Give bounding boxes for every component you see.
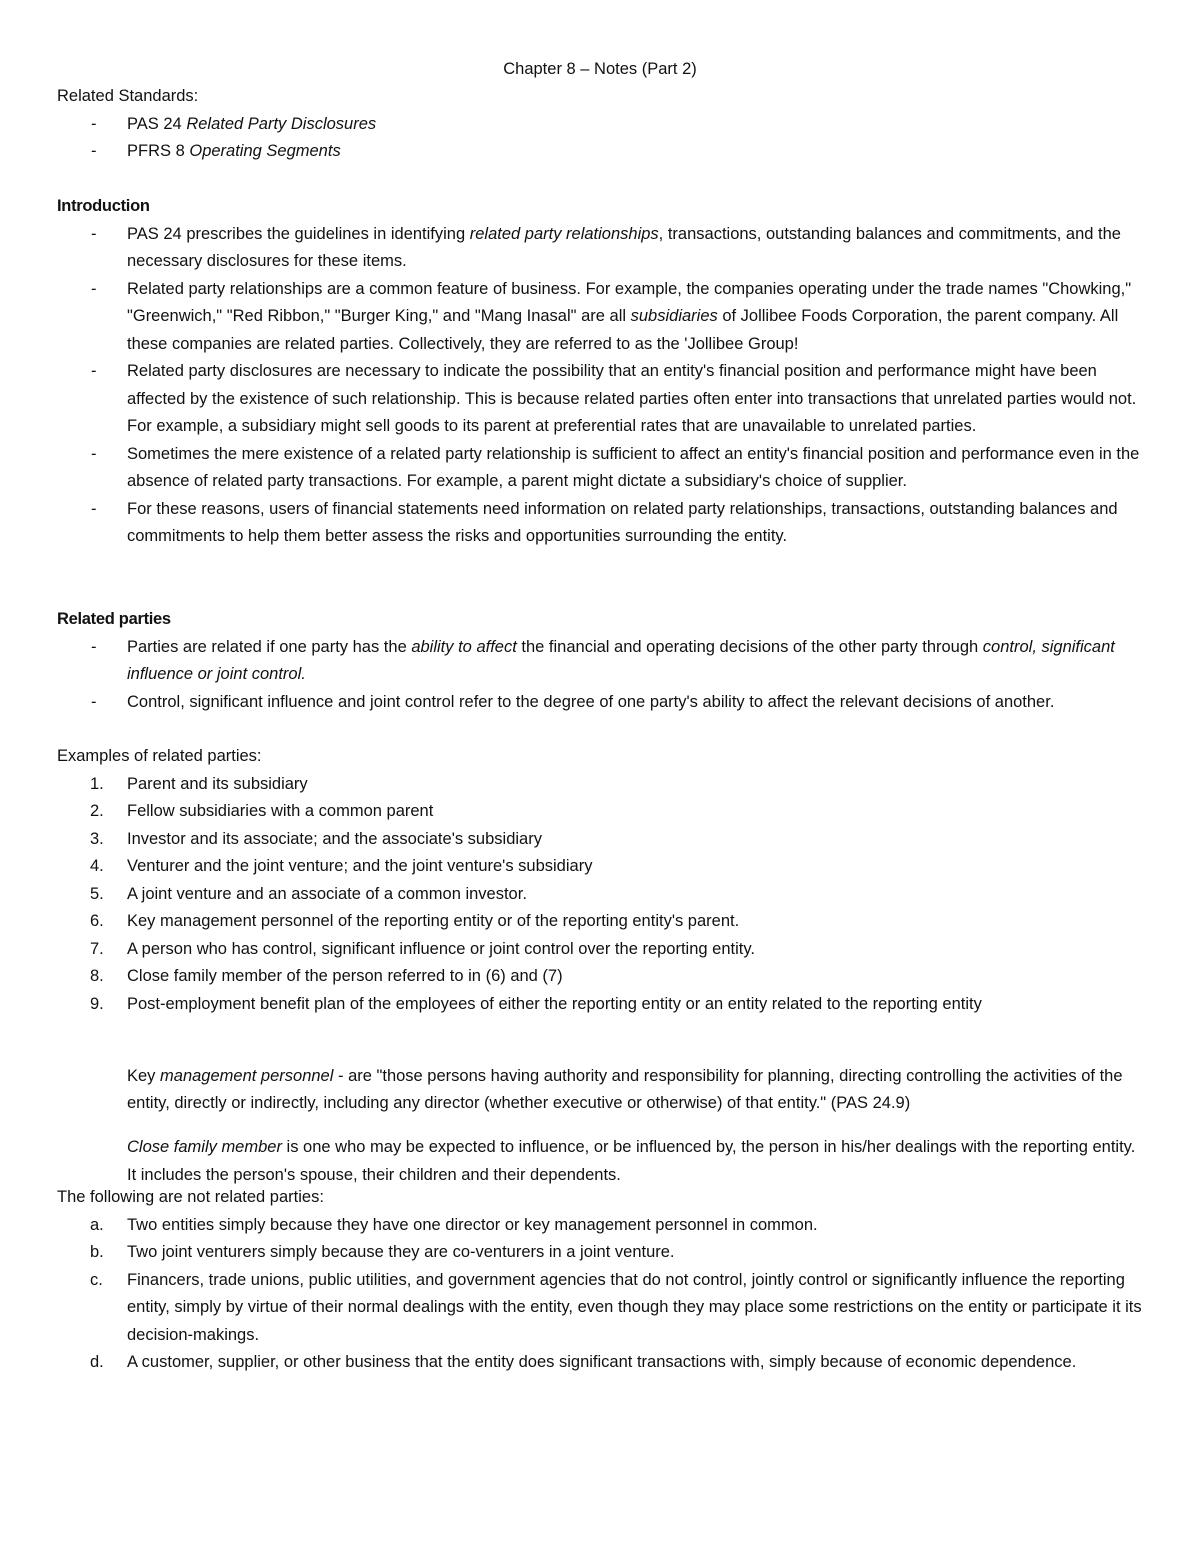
item-letter: c. — [90, 1270, 103, 1289]
related-parties-section — [57, 606, 1147, 716]
not-related-section — [57, 1184, 1147, 1377]
intro-emphasis: subsidiaries — [630, 307, 718, 325]
list-item — [57, 358, 1147, 441]
examples-section — [57, 743, 1147, 1018]
item-letter: d. — [90, 1353, 104, 1371]
examples-label: Examples of related parties: — [57, 747, 262, 765]
definition-text: Key — [127, 1066, 161, 1085]
item-letter: a. — [90, 1215, 104, 1234]
list-item — [57, 963, 1147, 991]
introduction-section — [57, 193, 1147, 551]
intro-text: Sometimes the mere existence of a related party relationship is sufficient to affect an entity's financial position and performance even in the absence of related party transactions. For example, a parent might dictate a subsidiary's choice of supplier. — [127, 444, 1140, 490]
intro-text: Related party relationships are a common feature of business. For example, the companies operating under the trade names "Chowking," "Greenwich," "Red Ribbon," "Burger King," and "Mang Inasal" are all — [127, 279, 1132, 325]
item-number: 6. — [90, 912, 104, 930]
introduction-heading: Introduction — [57, 197, 150, 215]
list-item — [57, 496, 1147, 551]
list-item — [57, 1212, 1147, 1240]
standard-code: PAS 24 — [127, 114, 187, 133]
intro-emphasis: related party relationships — [469, 224, 659, 243]
list-item — [57, 221, 1147, 276]
related-parties-heading: Related parties — [57, 610, 171, 628]
item-text: Financers, trade unions, public utilities, and government agencies that do not control, jointly control or significantly influence the reporting entity, simply by virtue of their normal dealings with the entity, even though they may place some restrictions on the entity or participate it its decision-makings. — [127, 1270, 1142, 1344]
intro-text: PAS 24 prescribes the guidelines in identifying — [127, 224, 470, 243]
item-text: Two entities simply because they have one director or key management personnel in common. — [127, 1215, 818, 1234]
item-number: 5. — [90, 884, 104, 903]
standard-name: Related Party Disclosures — [186, 114, 377, 133]
standards-list — [57, 111, 1147, 166]
item-number: 3. — [90, 829, 104, 848]
close-family-definition — [57, 1134, 1147, 1189]
list-item — [57, 138, 1147, 166]
item-text: Key management personnel of the reporting entity or of the reporting entity's parent. — [127, 912, 740, 930]
item-number: 2. — [90, 802, 104, 820]
item-text: A customer, supplier, or other business that the entity does significant transactions with, simply because of economic dependence. — [127, 1353, 1077, 1371]
list-item — [57, 441, 1147, 496]
list-item — [57, 689, 1147, 717]
item-text: A person who has control, significant influence or joint control over the reporting entity. — [127, 939, 755, 958]
related-standards-section — [57, 83, 1147, 166]
item-text: Two joint venturers simply because they are co-venturers in a joint venture. — [127, 1243, 675, 1261]
item-text: Close family member of the person referred to in (6) and (7) — [127, 967, 563, 985]
item-text: Post-employment benefit plan of the employees of either the reporting entity or an entity related to the reporting entity — [127, 994, 982, 1013]
item-number: 1. — [90, 774, 104, 793]
not-related-label: The following are not related parties: — [57, 1188, 324, 1206]
related-standards-label: Related Standards: — [57, 87, 199, 105]
rp-emphasis: control, significant influence or joint control. — [127, 637, 1115, 683]
standard-code: PFRS 8 — [127, 142, 190, 160]
list-item — [57, 276, 1147, 359]
key-management-definition — [57, 1063, 1147, 1118]
list-item — [57, 991, 1147, 1019]
list-item — [57, 908, 1147, 936]
dash-bullet: - — [91, 279, 97, 298]
list-item — [57, 826, 1147, 854]
item-text: Venturer and the joint venture; and the joint venture's subsidiary — [127, 857, 593, 875]
definition-text: - are "those persons having authority and responsibility for planning, directing controlling the activities of the entity, directly or indirectly, including any director (whether executive or otherwise) of that entity." (PAS 24.9) — [127, 1066, 1123, 1112]
intro-text: Related party disclosures are necessary to indicate the possibility that an entity's financial position and performance might have been affected by the existence of such relationship. This is because related parties often enter into transactions that unrelated parties would not. For example, a subsidiary might sell goods to its parent at preferential rates that are unavailable to unrelated parties. — [127, 362, 1137, 435]
rp-text: Parties are related if one party has the — [127, 637, 412, 656]
list-item — [57, 1267, 1147, 1350]
list-item — [57, 936, 1147, 964]
related-parties-list — [57, 634, 1147, 717]
rp-emphasis: ability to affect — [411, 637, 517, 656]
rp-text: Control, significant influence and joint control refer to the degree of one party's ability to affect the relevant decisions of another. — [127, 692, 1055, 711]
dash-bullet: - — [91, 224, 97, 243]
item-number: 7. — [90, 939, 104, 958]
list-item — [57, 634, 1147, 689]
dash-bullet: - — [91, 114, 97, 133]
list-item — [57, 881, 1147, 909]
item-number: 8. — [90, 967, 104, 985]
definition-term: management personnel — [160, 1066, 334, 1085]
list-item — [57, 771, 1147, 799]
definition-text: is one who may be expected to influence, or be influenced by, the person in his/her dealings with the reporting entity. It includes the person's spouse, their children and their dependents. — [127, 1138, 1136, 1184]
dash-bullet: - — [91, 362, 97, 380]
list-item — [57, 853, 1147, 881]
page-title: Chapter 8 – Notes (Part 2) — [503, 60, 697, 78]
intro-text: of Jollibee Foods Corporation, the parent company. All these companies are related parties. Collectively, they are referred to as the 'Jollibee Group! — [127, 307, 1119, 353]
item-text: A joint venture and an associate of a common investor. — [127, 884, 527, 903]
intro-text: For these reasons, users of financial statements need information on related party relationships, transactions, outstanding balances and commitments to help them better assess the risks and opportunities surrounding the entity. — [127, 499, 1118, 545]
standard-name: Operating Segments — [189, 142, 341, 160]
dash-bullet: - — [91, 637, 97, 656]
list-item — [57, 798, 1147, 826]
definition-term: Close family member — [127, 1138, 282, 1156]
not-related-list — [57, 1212, 1147, 1377]
dash-bullet: - — [91, 499, 97, 518]
item-number: 4. — [90, 857, 104, 875]
dash-bullet: - — [91, 444, 97, 463]
dash-bullet: - — [91, 142, 97, 160]
definitions-note — [57, 1046, 1147, 1206]
rp-text: the financial and operating decisions of the other party through — [516, 637, 983, 656]
introduction-list — [57, 221, 1147, 551]
dash-bullet: - — [91, 692, 97, 711]
intro-text: , transactions, outstanding balances and commitments, and the necessary disclosures for these items. — [127, 224, 1121, 270]
item-text: Fellow subsidiaries with a common parent — [127, 802, 434, 820]
item-text: Parent and its subsidiary — [127, 774, 308, 793]
item-letter: b. — [90, 1243, 104, 1261]
examples-list — [57, 771, 1147, 1019]
item-text: Investor and its associate; and the associate's subsidiary — [127, 829, 542, 848]
list-item — [57, 1239, 1147, 1267]
list-item — [57, 1349, 1147, 1377]
list-item — [57, 111, 1147, 139]
item-number: 9. — [90, 994, 104, 1013]
